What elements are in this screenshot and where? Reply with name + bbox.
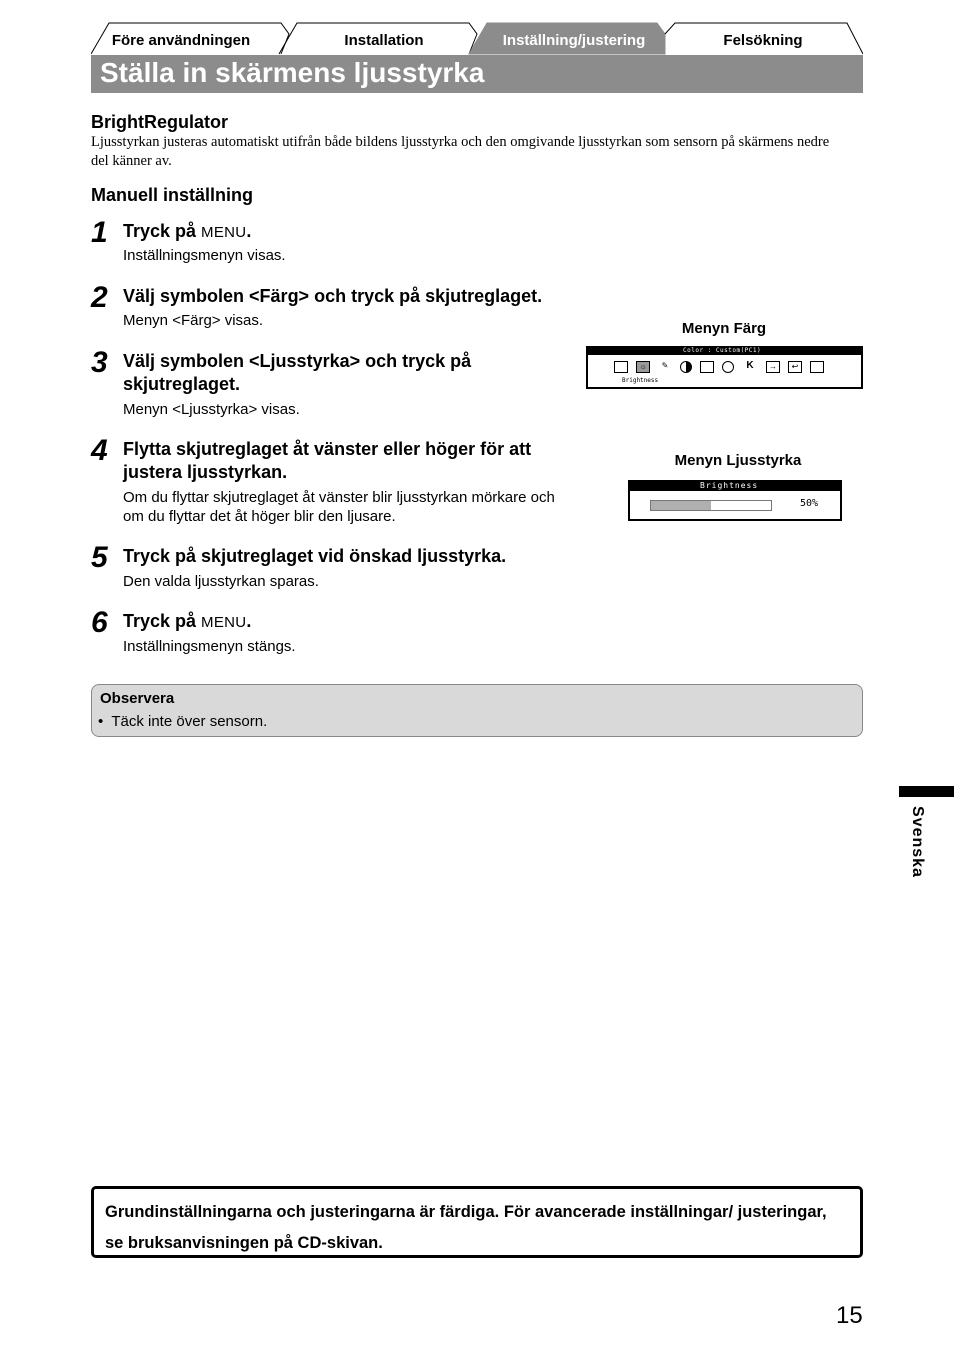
step-1-desc: Inställningsmenyn visas.: [123, 247, 286, 264]
brightness-icon: ☼: [636, 361, 650, 373]
step-4-number: 4: [91, 434, 108, 467]
step-4-title-line1: Flytta skjutreglaget åt vänster eller höger för att: [123, 439, 532, 459]
menu-key-label: MENU: [201, 614, 247, 631]
color-menu-icons: [614, 361, 824, 373]
step-4-title-line2: justera ljusstyrkan.: [123, 462, 288, 482]
step-1-number: 1: [91, 216, 108, 249]
note-item: • Täck inte över sensorn.: [98, 713, 268, 730]
side-tab-language: Svenska: [909, 806, 926, 878]
step-6-title: Tryck på MENU.: [123, 611, 252, 631]
reset-icon: [810, 361, 824, 373]
page-number: 15: [836, 1302, 863, 1329]
temperature-icon: K: [746, 360, 754, 371]
step-3-title-line1: Välj symbolen <Ljusstyrka> och tryck på: [123, 351, 472, 371]
note-box: [91, 684, 863, 737]
color-menu-caption: Menyn Färg: [681, 320, 767, 337]
tab-fore-anvandningen[interactable]: Före användningen: [111, 32, 251, 49]
tab-installning-justering[interactable]: Inställning/justering: [502, 32, 646, 49]
step-5-title: Tryck på skjutreglaget vid önskad ljusstyrka.: [123, 546, 507, 566]
brightness-menu-title-bar: [630, 482, 840, 491]
tab-installation[interactable]: Installation: [344, 32, 424, 49]
page-title: Ställa in skärmens ljusstyrka: [100, 57, 485, 88]
step-3-desc: Menyn <Ljusstyrka> visas.: [123, 401, 300, 418]
saturation-icon: [722, 361, 734, 373]
step-3-number: 3: [91, 346, 108, 379]
brightness-menu-illustration: [628, 480, 842, 521]
section-tabs: [91, 22, 863, 54]
step-2-number: 2: [91, 281, 108, 314]
brightness-slider: [650, 500, 772, 511]
color-menu-title-bar: [588, 348, 861, 355]
final-note-box: [91, 1186, 863, 1258]
hue-icon: →: [766, 361, 780, 373]
manual-heading: Manuell inställning: [91, 185, 254, 205]
step-6-number: 6: [91, 606, 108, 639]
step-2-desc: Menyn <Färg> visas.: [123, 312, 264, 329]
return-icon: ↩: [788, 361, 802, 373]
menu-key-label: MENU: [201, 224, 247, 241]
step-1-title: Tryck på MENU.: [123, 221, 252, 241]
tab-felsokning[interactable]: Felsökning: [723, 32, 803, 49]
color-menu-illustration: [586, 346, 863, 389]
step-4-desc: Om du flyttar skjutreglaget åt vänster blir ljusstyrkan mörkare och om du flyttar det åt höger blir den ljusare.: [123, 489, 555, 525]
step-2-title: Välj symbolen <Färg> och tryck på skjutreglaget.: [123, 286, 543, 306]
brightness-slider-fill: [651, 501, 711, 510]
step-5-desc: Den valda ljusstyrkan sparas.: [123, 573, 319, 590]
contrast-icon: [680, 361, 692, 373]
selected-icon-label: Brightness: [622, 377, 659, 384]
brightness-value: 50%: [800, 498, 819, 509]
brightregulator-icon: ✎: [661, 361, 669, 370]
title-bar: [91, 55, 863, 93]
gamma-icon: [700, 361, 714, 373]
brightregulator-heading: BrightRegulator: [91, 112, 228, 132]
final-note-text: Grundinställningarna och justeringarna är färdiga. För avancerade inställningar/ justeringar, se bruksanvisningen på CD-skivan.: [105, 1203, 827, 1252]
step-5-number: 5: [91, 541, 108, 574]
note-title: Observera: [100, 690, 175, 707]
step-3-title-line2: skjutreglaget.: [123, 374, 241, 394]
mode-icon: [614, 361, 628, 373]
step-6-desc: Inställningsmenyn stängs.: [123, 638, 296, 655]
brightregulator-text: Ljusstyrkan justeras automatiskt utifrån både bildens ljusstyrka och den omgivande ljusstyrkan som sensorn på skärmens nedre del känner av.: [91, 134, 830, 169]
side-tab-marker: [899, 786, 954, 797]
brightness-menu-caption: Menyn Ljusstyrka: [674, 452, 802, 469]
color-menu-title: Color : Custom(PC1): [683, 347, 762, 354]
brightness-menu-title: Brightness: [700, 481, 759, 490]
